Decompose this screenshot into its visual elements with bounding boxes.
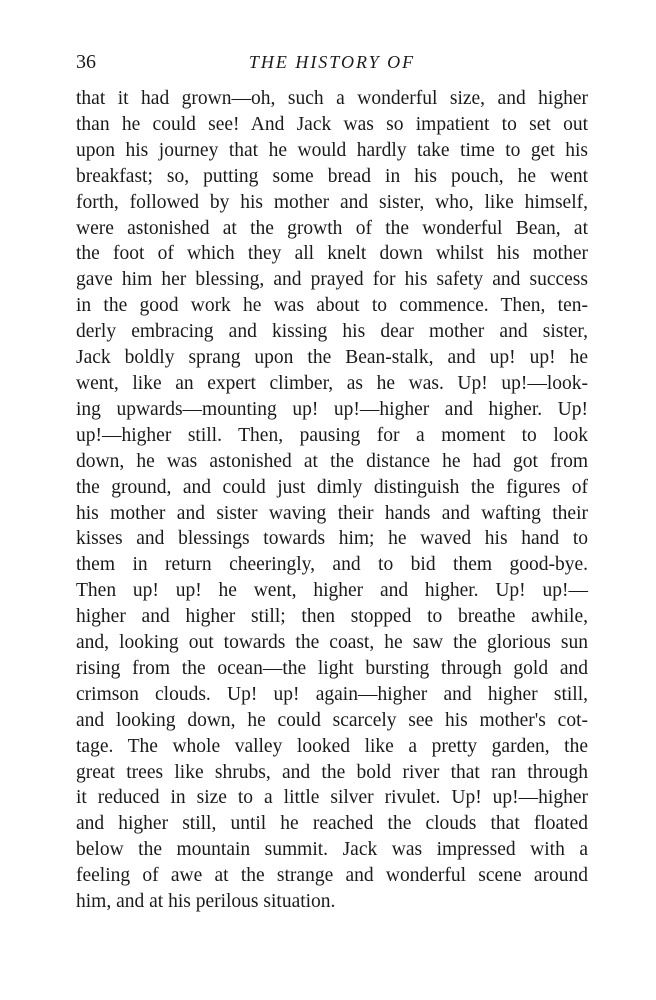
text-line: and higher still, until he reached the clouds that floated [76,813,588,835]
text-line: rising from the ocean—the light bursting through gold and [76,657,588,679]
text-line: the foot of which they all knelt down whilst his mother [76,243,588,265]
body-text [76,86,588,915]
text-line: upon his journey that he would hardly take time to get his [76,139,588,161]
text-line: and, looking out towards the coast, he saw the glorious sun [76,632,588,654]
text-line: than he could see! And Jack was so impatient to set out [76,113,588,135]
text-line: kisses and blessings towards him; he waved his hand to [76,528,588,550]
text-line: gave him her blessing, and prayed for his safety and success [76,269,588,291]
text-line: it reduced in size to a little silver rivulet. Up! up!—higher [76,787,588,809]
text-line: Then up! up! he went, higher and higher. Up! up!— [76,580,588,602]
running-head: THE HISTORY OF [248,52,416,72]
text-line: feeling of awe at the strange and wonderful scene around [76,865,588,887]
text-line: the ground, and could just dimly distinguish the figures of [76,476,588,498]
text-line: up!—higher still. Then, pausing for a moment to look [76,424,588,446]
text-line: down, he was astonished at the distance he had got from [76,450,588,472]
text-line: were astonished at the growth of the wonderful Bean, at [76,217,588,239]
text-line: tage. The whole valley looked like a pretty garden, the [76,735,588,757]
text-line: crimson clouds. Up! up! again—higher and higher still, [76,683,588,705]
page-header [76,48,588,76]
text-line: derly embracing and kissing his dear mother and sister, [76,321,588,343]
text-line: them in return cheeringly, and to bid them good-bye. [76,554,588,576]
text-line: that it had grown—oh, such a wonderful size, and higher [76,88,588,109]
text-line: great trees like shrubs, and the bold river that ran through [76,761,588,783]
text-line: breakfast; so, putting some bread in his pouch, he went [76,165,588,187]
text-line: higher and higher still; then stopped to breathe awhile, [76,606,588,628]
page-number: 36 [76,51,96,73]
text-line: ing upwards—mounting up! up!—higher and higher. Up! [76,398,588,420]
text-line: Jack boldly sprang upon the Bean-stalk, and up! up! he [76,347,588,369]
text-line: forth, followed by his mother and sister, who, like himself, [76,191,588,213]
text-line: went, like an expert climber, as he was. Up! up!—look- [76,372,588,394]
text-line: and looking down, he could scarcely see his mother's cot- [76,709,588,731]
text-line: his mother and sister waving their hands and wafting their [76,502,588,524]
text-line: him, and at his perilous situation. [76,891,336,913]
text-line: below the mountain summit. Jack was impressed with a [76,839,588,861]
text-line: in the good work he was about to commence. Then, ten- [76,295,588,317]
